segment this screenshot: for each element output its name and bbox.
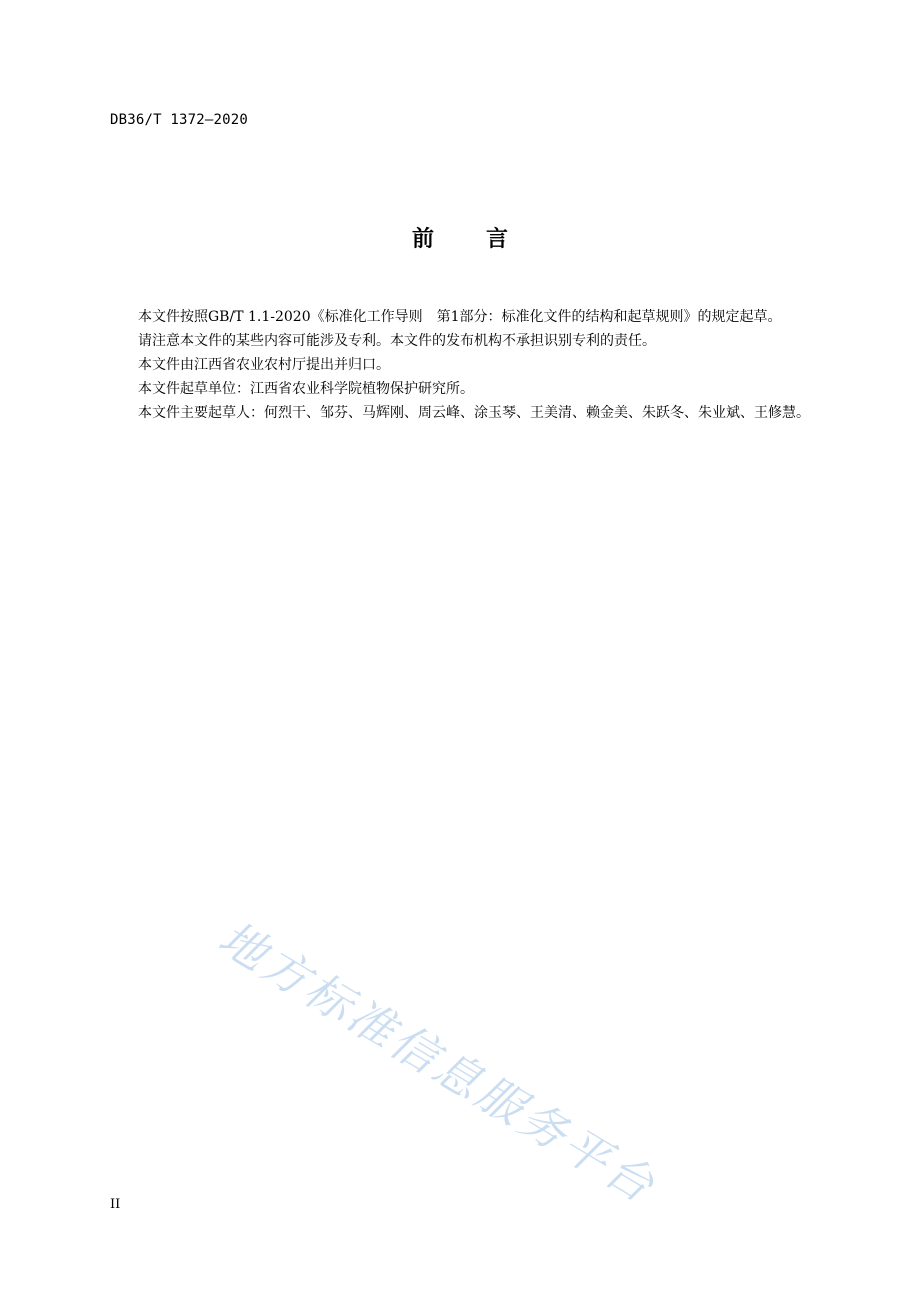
paragraph-drafting-rules: 本文件按照GB/T 1.1-2020《标准化工作导则 第1部分：标准化文件的结构和起草规则》的规定起草。 [138,309,782,325]
paragraph-proposer: 本文件由江西省农业农村厅提出并归口。 [138,357,390,373]
foreword-body [110,305,832,425]
document-code: DB36/T 1372—2020 [110,112,249,128]
paragraph-patent-notice: 请注意本文件的某些内容可能涉及专利。本文件的发布机构不承担识别专利的责任。 [138,333,656,349]
page-number: II [110,1197,121,1212]
section-title: 前言 [411,227,560,252]
watermark-text: 地方标准信息服务平台 [209,910,666,1215]
paragraph-drafters: 本文件主要起草人：何烈干、邹芬、马辉刚、周云峰、涂玉琴、王美清、赖金美、朱跃冬、朱业斌、王修慧。 [138,405,810,421]
paragraph-drafting-unit: 本文件起草单位：江西省农业科学院植物保护研究所。 [138,381,474,397]
